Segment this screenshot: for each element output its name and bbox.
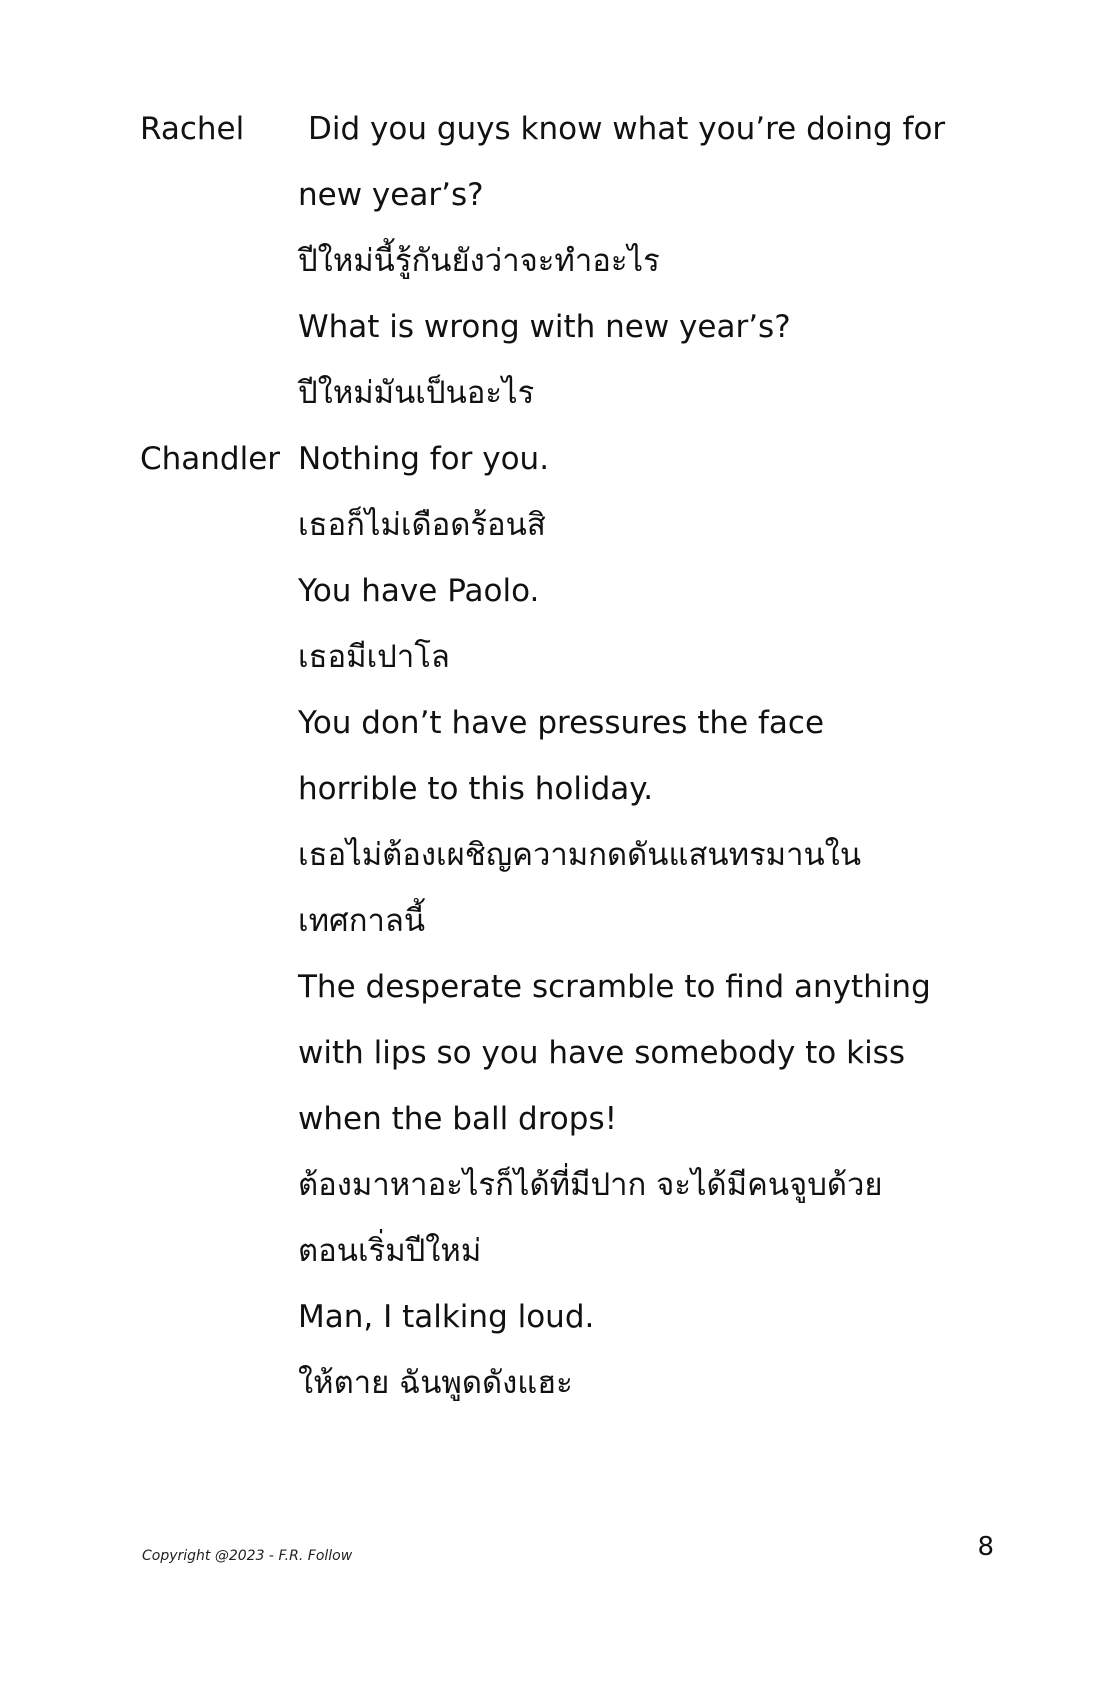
dialogue-lines: [298, 96, 970, 426]
dialogue-line: You don’t have pressures the face: [298, 705, 825, 741]
footer-copyright: Copyright @2023 - F.R. Follow: [142, 1548, 353, 1564]
dialogue-line: เธอไม่ต้องเผชิญความกดดันแสนทรมานใน: [298, 837, 862, 873]
dialogue-block-chandler: [140, 426, 970, 1416]
dialogue-line: Man, I talking loud.: [298, 1299, 595, 1335]
dialogue-line: What is wrong with new year’s?: [298, 309, 791, 345]
dialogue-lines: [298, 426, 970, 1416]
dialogue-line: with lips so you have somebody to kiss: [298, 1035, 905, 1071]
dialogue-line: new year’s?: [298, 177, 484, 213]
dialogue-line: The desperate scramble to find anything: [298, 969, 931, 1005]
speaker-name: Rachel: [140, 111, 245, 147]
dialogue-line: ตอนเริ่มปีใหม่: [298, 1233, 482, 1269]
dialogue-line: ปีใหม่มันเป็นอะไร: [298, 375, 535, 411]
dialogue-line: You have Paolo.: [298, 573, 540, 609]
dialogue-line: ปีใหม่นี้รู้กันยังว่าจะทำอะไร: [298, 243, 660, 279]
dialogue-block-rachel: [140, 96, 970, 426]
dialogue-line: ต้องมาหาอะไรก็ได้ที่มีปาก จะได้มีคนจูบด้วย: [298, 1167, 883, 1203]
dialogue-line: Nothing for you.: [298, 441, 550, 477]
dialogue-line: ให้ตาย ฉันพูดดังแฮะ: [298, 1365, 573, 1401]
dialogue-line: Did you guys know what you’re doing for: [308, 111, 946, 147]
dialogue-line: เธอก็ไม่เดือดร้อนสิ: [298, 507, 546, 543]
dialogue-line: เธอมีเปาโล: [298, 639, 450, 675]
dialogue-line: horrible to this holiday.: [298, 771, 654, 807]
dialogue-line: when the ball drops!: [298, 1101, 618, 1137]
speaker-name: Chandler: [140, 441, 281, 477]
page-number: 8: [977, 1532, 994, 1562]
dialogue-line: เทศกาลนี้: [298, 903, 426, 939]
script-dialogue: [140, 96, 970, 1416]
